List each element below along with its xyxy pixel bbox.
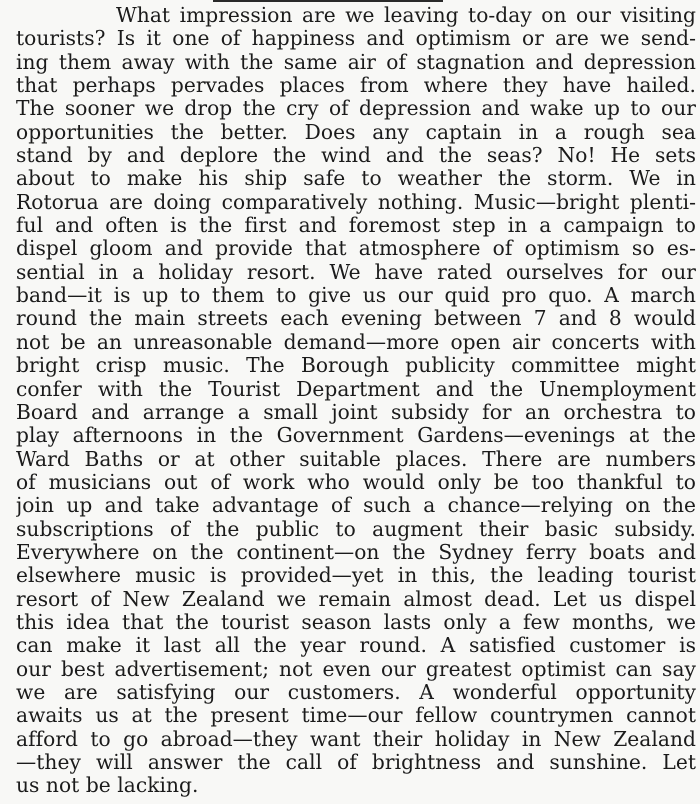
article-line: Rotorua are doing comparatively nothing. Music—bright plenti- — [16, 190, 696, 214]
article-line: ing them away with the same air of stagnation and depression — [16, 50, 696, 74]
article-line: that perhaps pervades places from where they have hailed. — [16, 74, 696, 98]
article-line: What impression are we leaving to-day on our visiting — [116, 4, 696, 27]
article-line: can make it last all the year round. A satisfied customer is — [16, 634, 696, 658]
article-line: bright crisp music. The Borough publicity committee might — [16, 354, 696, 378]
article-line: join up and take advantage of such a chance—relying on the — [16, 494, 696, 518]
article-line: band—it is up to them to give us our quid pro quo. A march — [16, 284, 696, 308]
article-line: resort of New Zealand we remain almost dead. Let us dispel — [16, 587, 696, 611]
article-line: round the main streets each evening between 7 and 8 would — [16, 307, 696, 331]
article-line: The sooner we drop the cry of depression and wake up to our — [16, 97, 696, 121]
article-line: Ward Baths or at other suitable places. There are numbers — [16, 447, 696, 471]
article-line: awaits us at the present time—our fellow countrymen cannot — [16, 704, 696, 728]
article-line: opportunities the better. Does any captain in a rough sea — [16, 120, 696, 144]
article-line: Everywhere on the continent—on the Sydney ferry boats and — [16, 540, 696, 564]
top-divider-rule — [213, 0, 443, 2]
article-line: we are satisfying our customers. A wonderful opportunity — [16, 680, 696, 704]
article-line: tourists? Is it one of happiness and optimism or are we send- — [16, 27, 696, 51]
article-line: of musicians out of work who would only be too thankful to — [16, 470, 696, 494]
article-line: play afternoons in the Government Gardens—evenings at the — [16, 424, 696, 448]
article-line: this idea that the tourist season lasts only a few months, we — [16, 610, 696, 634]
article-line: elsewhere music is provided—yet in this, the leading tourist — [16, 564, 696, 588]
article-line: —they will answer the call of brightness and sunshine. Let — [16, 751, 696, 774]
article-line: our best advertisement; not even our greatest optimist can say — [16, 657, 696, 681]
article-line: Board and arrange a small joint subsidy for an orchestra to — [16, 400, 696, 424]
article-body — [16, 4, 696, 798]
article-line: afford to go abroad—they want their holiday in New Zealand — [16, 727, 696, 751]
article-line: about to make his ship safe to weather the storm. We in — [16, 167, 696, 191]
article-line: sential in a holiday resort. We have rated ourselves for our — [16, 260, 696, 284]
article-line: us not be lacking. — [16, 774, 199, 798]
article-line: stand by and deplore the wind and the seas? No! He sets — [16, 144, 696, 168]
article-line: not be an unreasonable demand—more open air concerts with — [16, 330, 696, 354]
article-line: subscriptions of the public to augment their basic subsidy. — [16, 517, 696, 541]
article-line: confer with the Tourist Department and the Unemployment — [16, 377, 696, 401]
article-line: dispel gloom and provide that atmosphere of optimism so es- — [16, 237, 696, 261]
article-line: ful and often is the first and foremost step in a campaign to — [16, 214, 696, 238]
